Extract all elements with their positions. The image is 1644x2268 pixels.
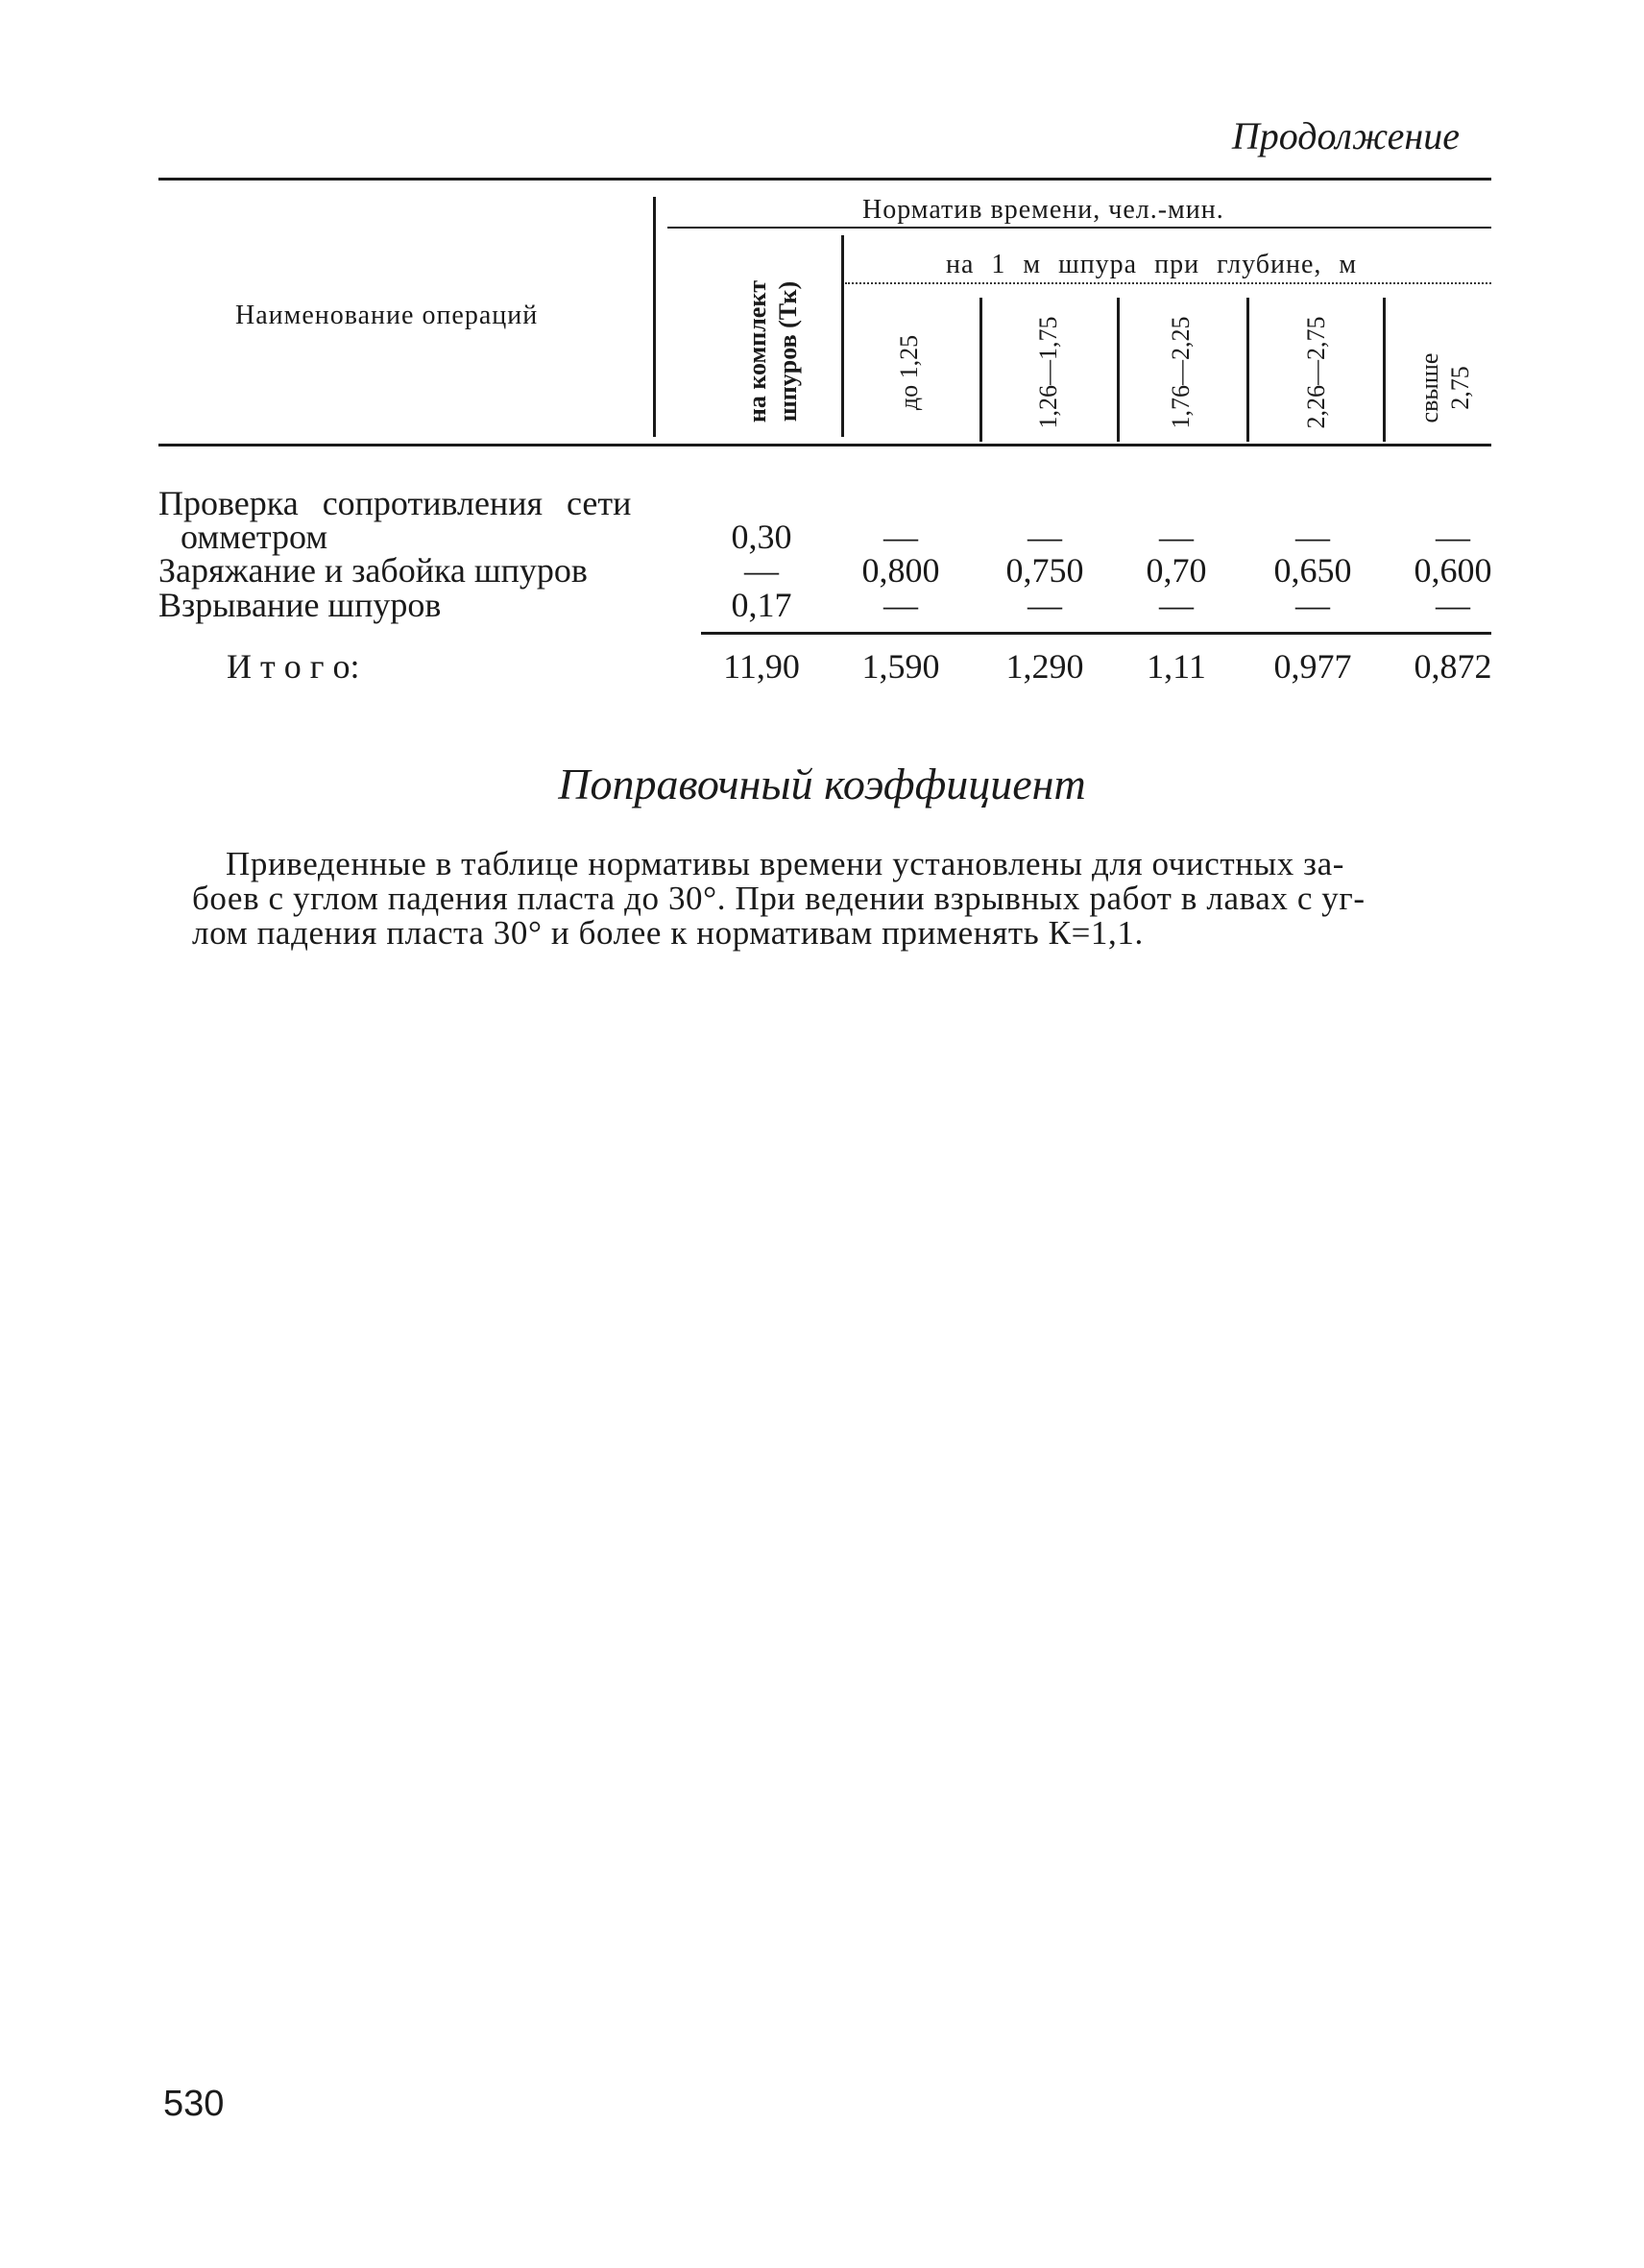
col-divider-d4 xyxy=(1383,298,1386,442)
total-value-d1: 1,590 xyxy=(861,647,940,686)
row-2-value-d1: 0,800 xyxy=(861,551,940,590)
total-value-d3: 1,11 xyxy=(1147,647,1206,686)
col-header-depth-2: 1,26—1,75 xyxy=(1034,316,1062,429)
total-value-d4: 0,977 xyxy=(1273,647,1352,686)
col-header-operation: Наименование операций xyxy=(235,301,539,330)
page-number: 530 xyxy=(163,2084,225,2124)
col-divider-set xyxy=(841,235,844,437)
row-3-value-d1: — xyxy=(883,586,918,624)
paragraph-line-3: лом падения пласта 30° и более к нормативам применять К=1,1. xyxy=(192,914,1144,952)
row-2-operation: Заряжание и забойка шпуров xyxy=(158,551,588,590)
col-header-depth-3: 1,76—2,25 xyxy=(1167,316,1195,429)
depth-header: на 1 м шпура при глубине, м xyxy=(946,250,1358,279)
header-bottom-rule xyxy=(158,444,1491,446)
row-3-value-d5: — xyxy=(1436,586,1470,624)
group-header-rule xyxy=(667,227,1491,229)
total-rule xyxy=(701,632,1491,635)
row-2-value-d3: 0,70 xyxy=(1146,551,1207,590)
total-value-set: 11,90 xyxy=(723,647,800,686)
row-1-value-set: 0,30 xyxy=(731,518,792,556)
col-divider-d1 xyxy=(979,298,982,442)
row-1-operation-line1: Проверка сопротивления сети xyxy=(158,484,632,522)
total-value-d5: 0,872 xyxy=(1414,647,1492,686)
row-1-value-d3: — xyxy=(1159,518,1194,556)
total-label: И т о г о: xyxy=(227,647,360,686)
table-top-rule xyxy=(158,178,1491,181)
row-1-value-d1: — xyxy=(883,518,918,556)
row-2-value-d2: 0,750 xyxy=(1005,551,1084,590)
col-header-depth-5: свыше 2,75 xyxy=(1415,352,1474,423)
col-header-depth-4: 2,26—2,75 xyxy=(1302,316,1330,429)
row-1-value-d5: — xyxy=(1436,518,1470,556)
continuation-label: Продолжение xyxy=(1231,114,1460,157)
row-2-value-d5: 0,600 xyxy=(1414,551,1492,590)
depth-header-rule xyxy=(845,282,1491,284)
section-title: Поправочный коэффициент xyxy=(558,760,1086,808)
col-divider-op xyxy=(653,197,656,437)
row-3-value-d4: — xyxy=(1295,586,1330,624)
row-3-value-d2: — xyxy=(1028,586,1062,624)
row-2-value-set: — xyxy=(744,551,779,590)
row-1-value-d4: — xyxy=(1295,518,1330,556)
col-header-depth-1: до 1,25 xyxy=(895,334,923,411)
col-divider-d2 xyxy=(1117,298,1120,442)
col-header-set: на комплект шпуров (Тк) xyxy=(743,279,802,423)
col-divider-d3 xyxy=(1246,298,1249,442)
total-value-d2: 1,290 xyxy=(1005,647,1084,686)
paragraph-line-2: боев с углом падения пласта до 30°. При ведении взрывных работ в лавах с уг- xyxy=(192,880,1366,917)
row-1-operation-line2: омметром xyxy=(181,518,328,556)
row-3-operation: Взрывание шпуров xyxy=(158,586,442,624)
row-1-value-d2: — xyxy=(1028,518,1062,556)
group-header-norm: Норматив времени, чел.-мин. xyxy=(862,195,1224,225)
row-2-value-d4: 0,650 xyxy=(1273,551,1352,590)
row-3-value-d3: — xyxy=(1159,586,1194,624)
row-3-value-set: 0,17 xyxy=(731,586,792,624)
paragraph-line-1: Приведенные в таблице нормативы времени установлены для очистных за- xyxy=(226,845,1344,882)
